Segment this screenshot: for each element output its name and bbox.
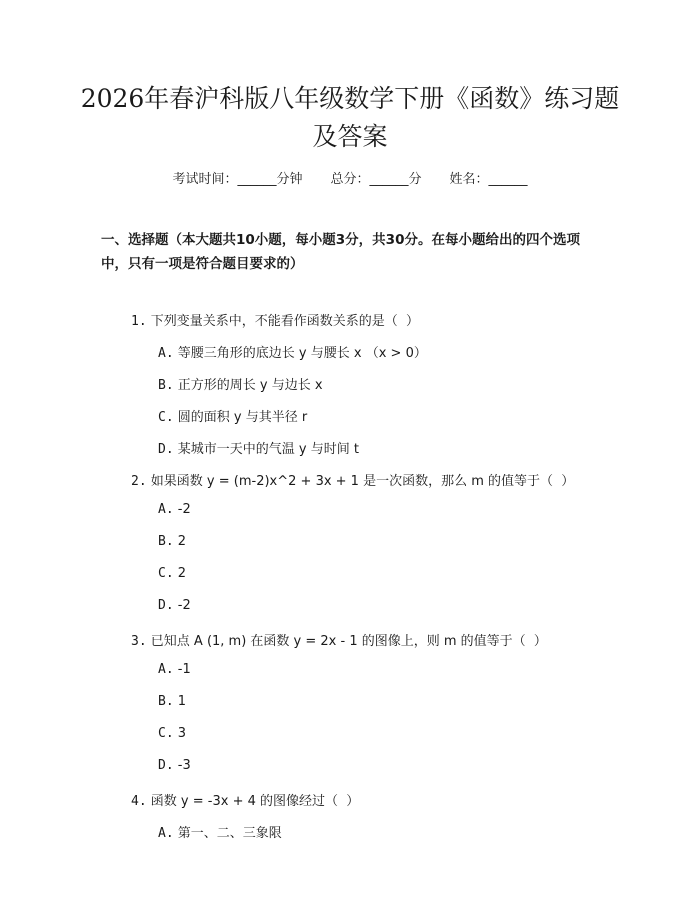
option-1d (158, 438, 359, 457)
option-4a (158, 822, 282, 841)
question-text: 下列变量关系中，不能看作函数关系的是（ ） (150, 314, 420, 329)
option-letter: A. (158, 502, 174, 517)
option-1a (158, 342, 427, 361)
option-letter: D. (158, 598, 174, 613)
option-1b (158, 374, 323, 393)
question-1 (131, 310, 419, 329)
option-text: 圆的面积 y 与其半径 r (177, 410, 308, 425)
option-letter: A. (158, 662, 174, 677)
question-number: 2. (131, 474, 147, 489)
option-letter: D. (158, 758, 174, 773)
option-text: -2 (177, 502, 191, 517)
option-text: 1 (177, 694, 187, 709)
exam-time-field: 考试时间：______分钟 (172, 172, 303, 187)
section-heading-multiple-choice: 一、选择题（本大题共10小题，每小题3分，共30分。在每小题给出的四个选项中，只有一项是符合题目要求的） (101, 232, 580, 272)
option-2b (158, 534, 186, 549)
option-3d (158, 758, 191, 773)
option-letter: D. (158, 442, 174, 457)
option-text: -3 (177, 758, 191, 773)
question-4 (131, 790, 359, 809)
student-name-field: 姓名：______ (449, 172, 528, 187)
option-text: -1 (177, 662, 191, 677)
question-number: 1. (131, 314, 147, 329)
option-letter: B. (158, 378, 174, 393)
option-letter: C. (158, 410, 174, 425)
question-text: 已知点 A (1, m) 在函数 y = 2x - 1 的图像上，则 m 的值等于（ ） (150, 634, 547, 649)
option-letter: B. (158, 694, 174, 709)
option-3b (158, 694, 186, 709)
option-2d (158, 598, 191, 613)
option-text: 等腰三角形的底边长 y 与腰长 x （x > 0） (177, 346, 427, 361)
question-text: 如果函数 y = (m-2)x^2 + 3x + 1 是一次函数，那么 m 的值等于（ ） (150, 474, 575, 489)
option-3c (158, 726, 186, 741)
option-letter: A. (158, 346, 174, 361)
option-text: 第一、二、三象限 (177, 826, 282, 841)
option-text: 2 (177, 566, 187, 581)
total-score-field: 总分：______分 (330, 172, 422, 187)
option-letter: C. (158, 566, 174, 581)
document-title: 2026年春沪科版八年级数学下册《函数》练习题及答案 (80, 84, 620, 151)
question-2 (131, 470, 574, 489)
option-text: 某城市一天中的气温 y 与时间 t (177, 442, 359, 457)
option-text: 3 (177, 726, 187, 741)
option-2a (158, 502, 191, 517)
option-text: 2 (177, 534, 187, 549)
option-2c (158, 566, 186, 581)
option-1c (158, 406, 307, 425)
option-3a (158, 662, 191, 677)
exam-info-line (0, 168, 700, 187)
option-letter: A. (158, 826, 174, 841)
option-text: 正方形的周长 y 与边长 x (177, 378, 323, 393)
option-text: -2 (177, 598, 191, 613)
question-text: 函数 y = -3x + 4 的图像经过（ ） (150, 794, 360, 809)
option-letter: B. (158, 534, 174, 549)
option-letter: C. (158, 726, 174, 741)
question-number: 3. (131, 634, 147, 649)
question-3 (131, 630, 547, 649)
question-number: 4. (131, 794, 147, 809)
